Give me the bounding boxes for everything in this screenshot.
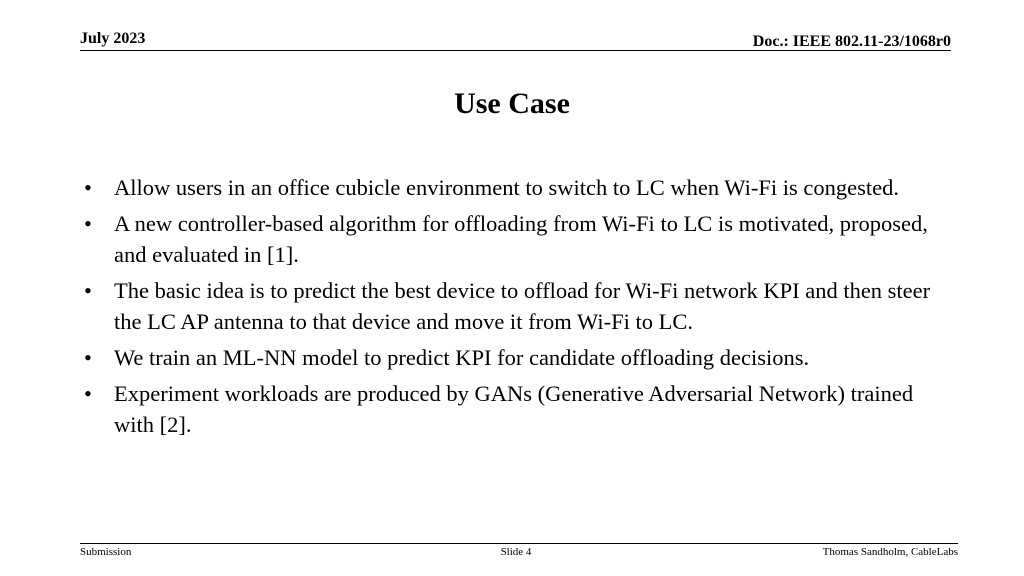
bullet-item bbox=[84, 378, 954, 440]
bullet-text: A new controller-based algorithm for offloading from Wi-Fi to LC is motivated, proposed, and evaluated in [1]. bbox=[114, 211, 928, 267]
bullet-marker: • bbox=[84, 278, 92, 303]
bullet-item bbox=[84, 342, 954, 373]
bullet-text: We train an ML-NN model to predict KPI for candidate offloading decisions. bbox=[114, 345, 810, 370]
header-date: July 2023 bbox=[80, 30, 146, 47]
bullet-list bbox=[84, 172, 954, 445]
bullet-item bbox=[84, 275, 954, 337]
bullet-marker: • bbox=[84, 175, 92, 200]
bullet-text: Experiment workloads are produced by GANs (Generative Adversarial Network) trained with [2]. bbox=[114, 381, 914, 437]
footer-author: Thomas Sandholm, CableLabs bbox=[822, 546, 958, 558]
bullet-text: The basic idea is to predict the best device to offload for Wi-Fi network KPI and then steer the LC AP antenna to that device and move it from Wi-Fi to LC. bbox=[114, 278, 931, 334]
footer-divider bbox=[80, 543, 958, 544]
bullet-marker: • bbox=[84, 345, 92, 370]
bullet-text: Allow users in an office cubicle environment to switch to LC when Wi-Fi is congested. bbox=[114, 175, 899, 200]
footer-submission: Submission bbox=[80, 546, 132, 558]
slide-title: Use Case bbox=[454, 87, 570, 120]
bullet-item bbox=[84, 172, 954, 203]
header-doc-id: Doc.: IEEE 802.11-23/1068r0 bbox=[752, 33, 951, 50]
bullet-marker: • bbox=[84, 381, 92, 406]
header-divider bbox=[80, 50, 951, 51]
bullet-item bbox=[84, 208, 954, 270]
footer-slide-number: Slide 4 bbox=[500, 546, 532, 558]
bullet-marker: • bbox=[84, 211, 92, 236]
